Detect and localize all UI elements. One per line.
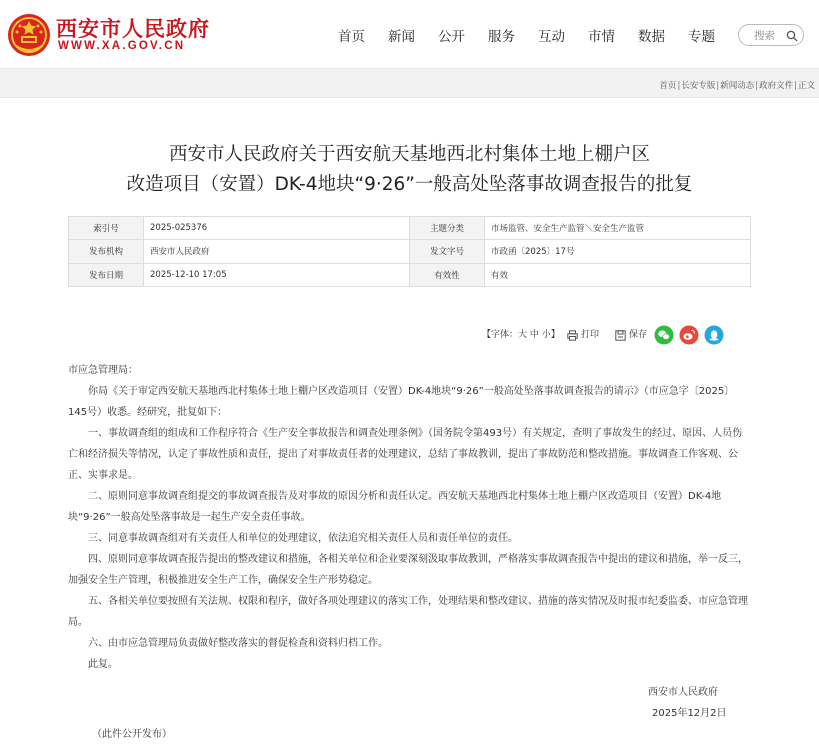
weibo-icon — [679, 325, 699, 345]
date-label: 发布日期 — [69, 263, 144, 286]
index-value: 2025-025376 — [144, 217, 410, 240]
breadcrumb-current: 正文 — [797, 81, 815, 91]
site-url: WWW.XA.GOV.CN — [58, 40, 186, 52]
page-title — [0, 140, 819, 200]
publication-note: （此件公开发布） — [92, 729, 172, 740]
table-row — [69, 263, 751, 286]
issuer-label: 发布机构 — [69, 240, 144, 263]
print-button[interactable]: 打印 — [581, 330, 600, 340]
national-emblem-icon[interactable] — [6, 12, 52, 58]
validity-label: 有效性 — [410, 263, 485, 286]
article-body — [68, 360, 752, 675]
nav-item-city[interactable]: 市情 — [588, 29, 615, 45]
signer: 西安市人民政府 — [648, 687, 718, 698]
font-medium-button[interactable]: 中 — [529, 330, 539, 340]
paragraph: 你局《关于审定西安航天基地西北村集体土地上棚户区改造项目（安置）DK-4地块“9·26”一般高处坠落事故调查报告的请示》（市应急字〔2025〕145号）收悉。经研究，批复如下： — [68, 386, 735, 418]
title-line-1: 西安市人民政府关于西安航天基地西北村集体土地上棚户区 — [168, 144, 650, 165]
share-wechat-button[interactable] — [654, 325, 674, 345]
breadcrumb-bar — [0, 68, 819, 98]
paragraph: 一、事故调查组的组成和工作程序符合《生产安全事故报告和调查处理条例》（国务院令第493号）有关规定，查明了事故发生的经过、原因、人员伤亡和经济损失等情况，认定了事故性质和责任，提出了对事故责任者的处理建议，总结了事故教训，提出了事故防范和整改措施。事故调查工作客观、公正、实事求是。 — [68, 428, 743, 481]
breadcrumb: 首页|长安专版|新闻动态|政府文件|正文 — [659, 81, 815, 91]
title-line-2: 改造项目（安置）DK-4地块“9·26”一般高处坠落事故调查报告的批复 — [126, 174, 693, 195]
index-label: 索引号 — [69, 217, 144, 240]
paragraph: 此复。 — [88, 659, 118, 670]
site-title[interactable]: 西安市人民政府 — [56, 17, 210, 41]
nav-item-public[interactable]: 公开 — [438, 29, 465, 45]
breadcrumb-news[interactable]: 新闻动态 — [720, 81, 755, 91]
topic-label: 主题分类 — [410, 217, 485, 240]
validity-value: 有效 — [485, 263, 751, 286]
site-header — [0, 0, 819, 68]
nav-item-home[interactable]: 首页 — [338, 29, 365, 45]
share-weibo-button[interactable] — [679, 325, 699, 345]
topic-value: 市场监管、安全生产监管＼安全生产监管 — [485, 217, 751, 240]
wechat-icon — [654, 325, 674, 345]
font-size-switcher: 【字体：大 中 小】 — [482, 330, 560, 340]
date-value: 2025-12-10 17:05 — [144, 263, 410, 286]
nav-item-service[interactable]: 服务 — [488, 29, 515, 45]
paragraph: 六、由市应急管理局负责做好整改落实的督促检查和资料归档工作。 — [88, 638, 388, 649]
print-icon[interactable] — [567, 330, 578, 341]
nav-item-interact[interactable]: 互动 — [538, 29, 565, 45]
paragraph: 三、同意事故调查组对有关责任人和单位的处理建议，依法追究相关责任人员和责任单位的责任。 — [88, 533, 518, 544]
save-icon[interactable] — [615, 330, 626, 341]
breadcrumb-changan[interactable]: 长安专版 — [681, 81, 716, 91]
search-icon[interactable] — [786, 30, 798, 42]
issuer-value: 西安市人民政府 — [144, 240, 410, 263]
search-placeholder: 搜索 — [754, 30, 775, 42]
nav-item-topics[interactable]: 专题 — [688, 29, 715, 45]
nav-item-news[interactable]: 新闻 — [388, 29, 415, 45]
sign-date: 2025年12月2日 — [652, 708, 727, 719]
addressee: 市应急管理局： — [68, 365, 138, 376]
share-qq-button[interactable] — [704, 325, 724, 345]
breadcrumb-home[interactable]: 首页 — [659, 81, 677, 91]
paragraph: 五、各相关单位要按照有关法规、权限和程序，做好各项处理建议的落实工作，处理结果和整改建议、措施的落实情况及时报市纪委监委、市应急管理局。 — [68, 596, 748, 628]
docno-value: 市政函〔2025〕17号 — [485, 240, 751, 263]
qq-icon — [704, 325, 724, 345]
font-large-button[interactable]: 大 — [518, 330, 528, 340]
table-row — [69, 217, 751, 240]
breadcrumb-gov-docs[interactable]: 政府文件 — [759, 81, 794, 91]
article-tools — [0, 322, 819, 350]
paragraph: 二、原则同意事故调查组提交的事故调查报告及对事故的原因分析和责任认定。西安航天基地西北村集体土地上棚户区改造项目（安置）DK-4地块“9·26”一般高处坠落事故是一起生产安全责任事故。 — [68, 491, 722, 523]
search-input[interactable] — [738, 24, 804, 46]
document-info-table — [68, 216, 751, 287]
table-row — [69, 240, 751, 263]
docno-label: 发文字号 — [410, 240, 485, 263]
paragraph: 四、原则同意事故调查报告提出的整改建议和措施，各相关单位和企业要深刻汲取事故教训，严格落实事故调查报告中提出的建议和措施，举一反三，加强安全生产管理，积极推进安全生产工作，确保安全生产形势稳定。 — [68, 554, 748, 586]
font-small-button[interactable]: 小 — [541, 330, 551, 340]
save-button[interactable]: 保存 — [629, 330, 648, 340]
nav-item-data[interactable]: 数据 — [638, 29, 665, 45]
